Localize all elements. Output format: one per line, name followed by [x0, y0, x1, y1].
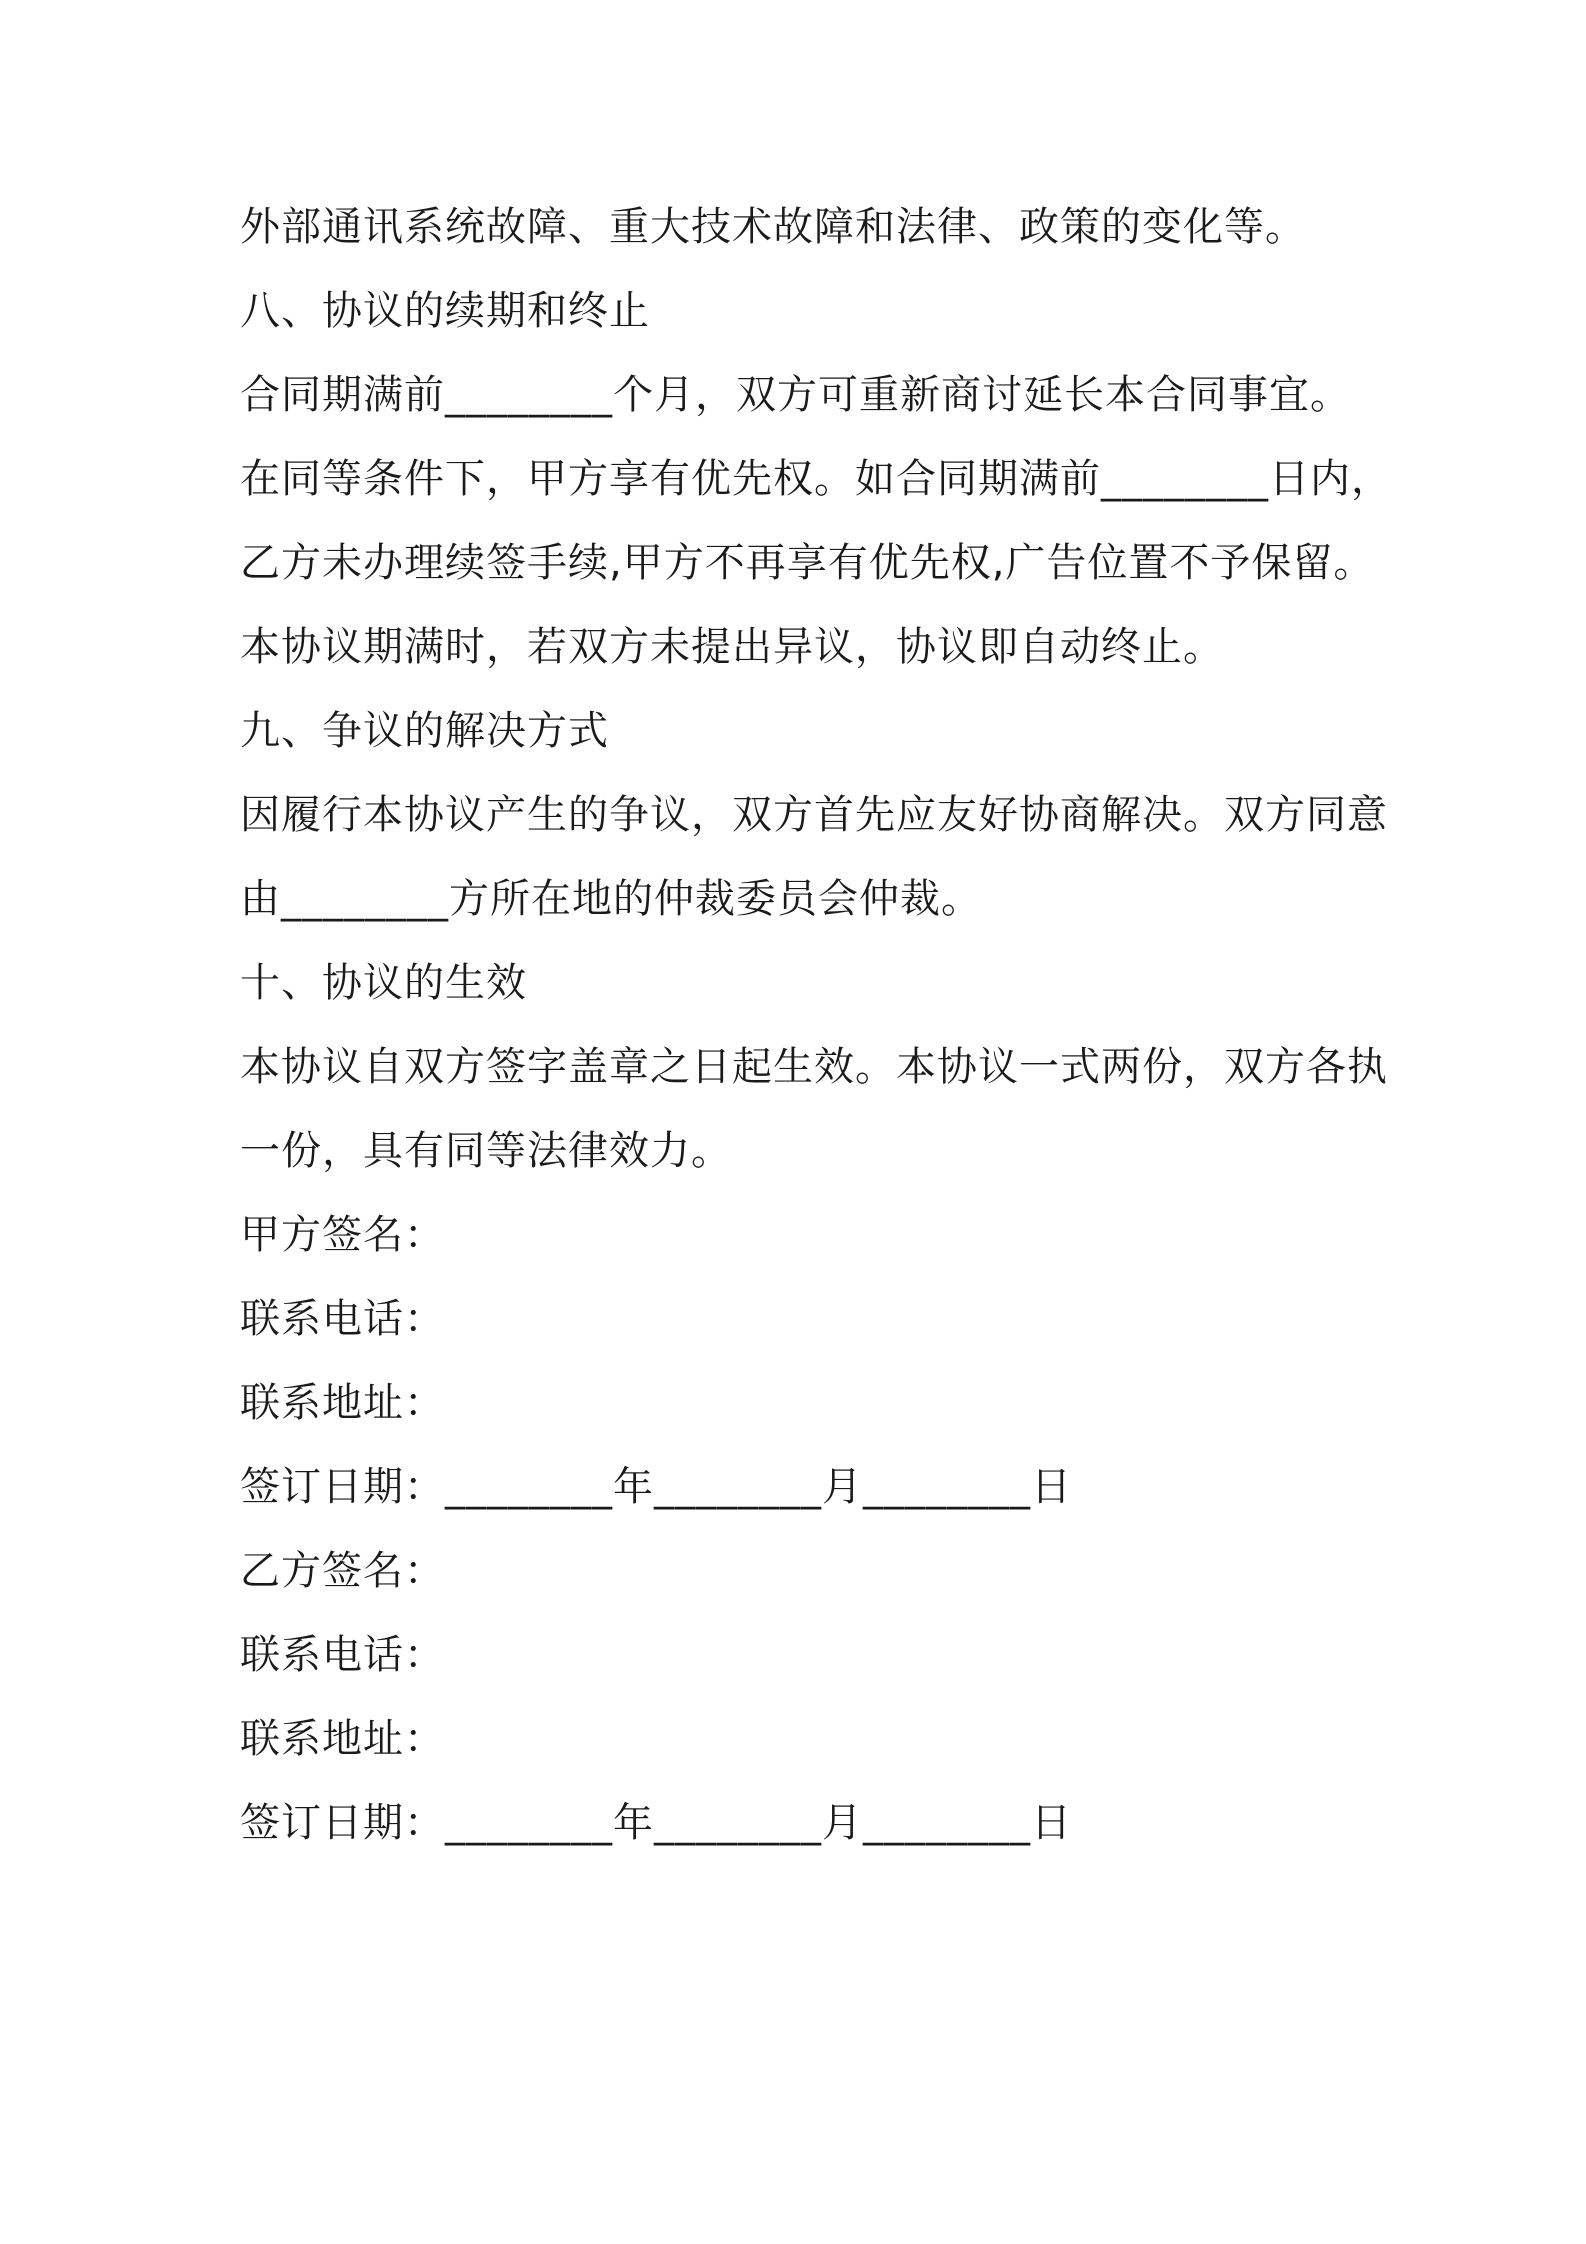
- party-b-date-label: 签订日期：________年________月________日: [240, 1800, 1072, 1846]
- party-a-address-label: 联系地址：: [240, 1380, 445, 1426]
- section-heading-effect: 十、协议的生效: [240, 960, 527, 1006]
- paragraph-effect-2: 一份，具有同等法律效力。: [240, 1128, 732, 1174]
- section-heading-dispute: 九、争议的解决方式: [240, 708, 609, 754]
- paragraph-dispute-2: 由________方所在地的仲裁委员会仲裁。: [240, 876, 982, 922]
- paragraph-renewal-4: 本协议期满时，若双方未提出异议，协议即自动终止。: [240, 624, 1224, 670]
- paragraph-force-majeure-end: 外部通讯系统故障、重大技术故障和法律、政策的变化等。: [240, 204, 1306, 250]
- party-b-phone-label: 联系电话：: [240, 1632, 445, 1678]
- paragraph-renewal-1: 合同期满前________个月，双方可重新商讨延长本合同事宜。: [240, 372, 1351, 418]
- paragraph-renewal-2: 在同等条件下，甲方享有优先权。如合同期满前________日内，: [240, 456, 1392, 502]
- paragraph-renewal-3: 乙方未办理续签手续,甲方不再享有优先权,广告位置不予保留。: [240, 540, 1375, 586]
- party-b-signature-label: 乙方签名：: [240, 1548, 445, 1594]
- paragraph-effect-1: 本协议自双方签字盖章之日起生效。本协议一式两份，双方各执: [240, 1044, 1388, 1090]
- paragraph-dispute-1: 因履行本协议产生的争议，双方首先应友好协商解决。双方同意: [240, 792, 1388, 838]
- party-a-signature-label: 甲方签名：: [240, 1212, 445, 1258]
- party-b-address-label: 联系地址：: [240, 1716, 445, 1762]
- party-a-phone-label: 联系电话：: [240, 1296, 445, 1342]
- party-a-date-label: 签订日期：________年________月________日: [240, 1464, 1072, 1510]
- section-heading-renewal: 八、协议的续期和终止: [240, 288, 650, 334]
